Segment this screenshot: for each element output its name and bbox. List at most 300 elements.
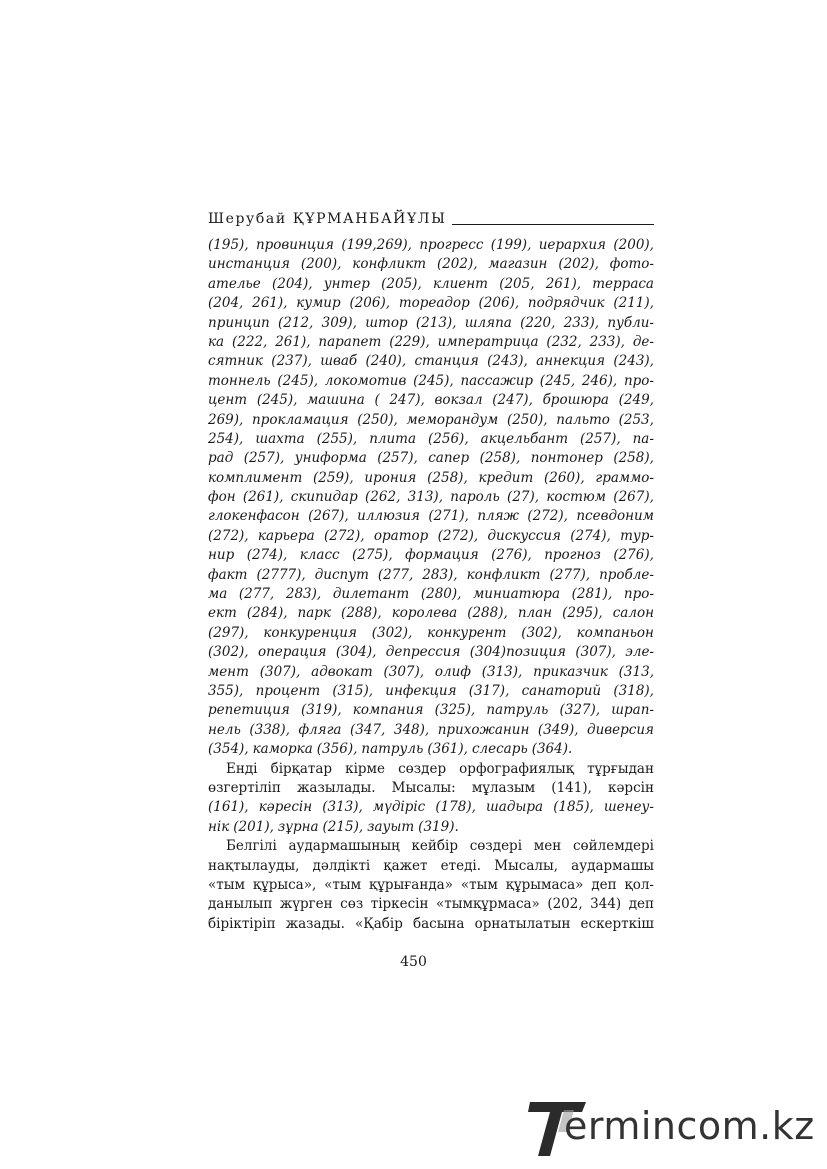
word: (215), <box>322 818 364 835</box>
word: (240), <box>365 353 407 370</box>
word: клиент <box>432 275 488 292</box>
word: пляж <box>477 508 519 525</box>
text-line <box>208 740 654 759</box>
word: (317), <box>468 682 510 699</box>
word: пальто <box>556 411 610 428</box>
text-line <box>208 682 654 701</box>
word: (245), <box>413 372 454 389</box>
text-line <box>208 411 654 430</box>
word: (201), <box>233 818 274 835</box>
word: (361), <box>427 741 468 758</box>
word: локомотив <box>324 372 407 389</box>
word: басына <box>412 915 465 932</box>
word: репетиция <box>208 702 290 719</box>
word: шенеу- <box>603 799 654 816</box>
word: 355), <box>208 682 244 699</box>
word: парк <box>297 605 331 622</box>
word: (274), <box>570 527 611 544</box>
word: ка <box>208 333 225 350</box>
word: пробле- <box>599 566 654 583</box>
word: 254), <box>208 430 244 447</box>
word: (307), <box>575 644 616 661</box>
word: миниатюра <box>473 586 560 603</box>
text-line <box>208 857 654 876</box>
word: акцельбант <box>480 430 569 447</box>
text-line <box>208 527 654 546</box>
word: (213), <box>415 314 457 331</box>
word: план <box>517 605 553 622</box>
word: (245, <box>539 372 576 389</box>
word: шахта <box>255 430 305 447</box>
word: рад <box>208 450 234 467</box>
word: конфликт <box>352 256 427 273</box>
word: 313), <box>407 489 443 506</box>
word: (319), <box>301 702 342 719</box>
word: Енді <box>226 760 258 777</box>
word: мент <box>208 663 249 680</box>
word: граммо- <box>595 469 654 486</box>
word: кредит <box>478 469 534 486</box>
body-text <box>208 236 654 934</box>
word: «тым <box>460 876 498 893</box>
word: машина <box>307 392 365 409</box>
word: құрығанда» <box>369 876 453 893</box>
word: (277, <box>238 586 275 603</box>
word: (272), <box>527 508 568 525</box>
word: (274), <box>246 547 288 564</box>
text-line <box>208 798 654 817</box>
word: орфографиялық <box>459 760 574 777</box>
word: унтер <box>323 275 370 292</box>
word: (349), <box>537 721 579 738</box>
word: (313, <box>618 663 654 680</box>
text-line <box>208 876 654 895</box>
word: приказчик <box>533 663 608 680</box>
word: (364). <box>531 741 573 758</box>
word: сөздері <box>469 838 523 855</box>
word: құрымаса» <box>505 876 584 893</box>
word: слесарь <box>471 741 528 758</box>
word: (205), <box>381 275 422 292</box>
word: (220, <box>520 314 556 331</box>
word: зауыт <box>367 818 415 835</box>
word: кәрсін <box>608 779 654 796</box>
word: (258), <box>613 450 654 467</box>
word: иерархия <box>538 237 606 253</box>
text-line <box>208 663 654 682</box>
word: ма <box>208 586 228 603</box>
word: (257), <box>377 450 418 467</box>
word: 261), <box>275 333 311 350</box>
word: (253, <box>618 411 654 428</box>
word: брошюра <box>542 392 609 409</box>
word: компания <box>352 702 424 719</box>
word: (356), <box>316 741 358 758</box>
text-line <box>208 604 654 623</box>
word: (204), <box>271 275 313 292</box>
word: (288), <box>467 605 508 622</box>
word: «тым <box>208 876 245 893</box>
word: мүдіріс <box>372 799 426 816</box>
word: меморандум <box>406 411 499 428</box>
word: диспут <box>314 566 369 583</box>
word: сапер <box>428 450 470 467</box>
word: кәресін <box>258 799 313 816</box>
text-line <box>208 255 654 274</box>
word: фляга <box>298 721 342 738</box>
text-line <box>208 372 654 391</box>
word: класс <box>299 547 340 564</box>
logo-text-visual: ermincom.kz <box>564 1104 815 1148</box>
word: (338), <box>249 721 290 738</box>
text-line <box>208 701 654 720</box>
logo-text <box>564 1104 815 1148</box>
word: депрессия <box>385 644 461 661</box>
word: ескерткіш <box>580 915 654 932</box>
word: (245), <box>277 372 318 389</box>
word: (212, <box>278 314 314 331</box>
word: (260), <box>544 469 585 486</box>
word: кейбір <box>411 838 458 855</box>
word: эле- <box>625 644 654 661</box>
word: (327), <box>559 702 601 719</box>
word: (199,269), <box>341 237 412 253</box>
word: императрица <box>437 333 539 350</box>
word: сятник <box>208 353 263 370</box>
word: глокенфасон <box>208 508 300 525</box>
word: (237), <box>271 353 312 370</box>
word: (185), <box>553 799 594 816</box>
word: етеді. <box>440 857 482 874</box>
word: дискуссия <box>487 527 561 544</box>
word: (304), <box>335 644 377 661</box>
word: 233), <box>589 333 625 350</box>
text-line <box>208 449 654 468</box>
word: санаторий <box>521 682 602 699</box>
word: операция <box>257 644 327 661</box>
word: (271), <box>428 508 469 525</box>
word: (250), <box>506 411 548 428</box>
word: аудармашының <box>288 838 400 855</box>
word: тұрғыдан <box>587 760 654 777</box>
word: деп <box>628 896 654 913</box>
word: компаньон <box>576 624 654 641</box>
word: деп <box>591 876 617 893</box>
word: «тым <box>324 876 362 893</box>
word: қажет <box>383 857 428 874</box>
text-line <box>208 760 654 779</box>
word: (319). <box>418 818 459 835</box>
word: диверсия <box>587 721 654 738</box>
word: 261), <box>545 275 582 292</box>
word: (250), <box>357 411 398 428</box>
word: (262, <box>365 489 401 506</box>
word: про- <box>623 586 654 603</box>
text-line <box>208 430 654 449</box>
word: костюм <box>546 489 606 506</box>
word: про- <box>623 372 654 389</box>
word: (141), <box>551 779 592 796</box>
word: тореадор <box>398 295 470 312</box>
word: мен <box>533 838 562 855</box>
word: 309), <box>321 314 357 331</box>
word: (200), <box>300 256 342 273</box>
text-line <box>208 236 654 255</box>
word: (302), <box>521 624 562 641</box>
word: Белгілі <box>226 838 277 855</box>
word: конкуренция <box>263 624 357 641</box>
word: униформа <box>294 450 367 467</box>
word: құрыса», <box>252 876 317 893</box>
word: аудармашы <box>571 857 654 874</box>
word: (272), <box>437 527 479 544</box>
word: (257), <box>580 430 621 447</box>
word: тур- <box>620 527 654 544</box>
word: (354), <box>208 741 249 758</box>
text-line <box>208 333 654 352</box>
word: нель <box>208 721 241 738</box>
word: (307), <box>383 663 425 680</box>
word: бірқатар <box>270 760 333 777</box>
word: жүрген <box>279 896 333 913</box>
text-line <box>208 779 654 798</box>
word: терраса <box>592 275 654 292</box>
text-line <box>208 585 654 604</box>
word: «Қабір <box>355 915 403 932</box>
word: 247), <box>389 392 425 409</box>
word: орнатылатын <box>474 915 571 932</box>
word: карьера <box>257 527 315 544</box>
word: патруль <box>486 702 549 719</box>
text-line <box>208 275 654 294</box>
word: (304)позиция <box>469 644 566 661</box>
word: (178), <box>435 799 476 816</box>
running-header <box>208 210 654 228</box>
word: (307), <box>259 663 301 680</box>
header-rule <box>452 224 654 225</box>
word: (256), <box>428 430 469 447</box>
word: (27), <box>507 489 540 506</box>
word: 269), <box>208 411 244 428</box>
text-line <box>208 546 654 565</box>
word: тоннель <box>208 372 271 389</box>
word: (281), <box>571 586 613 603</box>
word: (255), <box>316 430 358 447</box>
text-line <box>208 566 654 585</box>
word: оратор <box>373 527 429 544</box>
text-line <box>208 643 654 662</box>
word: королева <box>391 605 458 622</box>
word: (195), <box>208 237 249 253</box>
word: (202), <box>436 256 478 273</box>
word: процент <box>255 682 321 699</box>
word: (347, <box>350 721 386 738</box>
word: нақтылауды, <box>208 857 300 874</box>
word: инстанция <box>208 256 290 273</box>
word: (258), <box>427 469 468 486</box>
word: шваб <box>320 353 358 370</box>
word: понтонер <box>530 450 603 467</box>
word: жазады. <box>285 915 345 932</box>
word: сөздер <box>398 760 447 777</box>
word: публи- <box>607 314 654 331</box>
word: кірме <box>345 760 386 777</box>
word: аннекция <box>536 353 606 370</box>
word: (315), <box>332 682 373 699</box>
word: вокзал <box>434 392 483 409</box>
word: (202, <box>547 896 583 913</box>
word: фон <box>208 489 236 506</box>
word: (257), <box>243 450 285 467</box>
text-line <box>208 818 654 837</box>
word: (318), <box>613 682 654 699</box>
word: (200), <box>613 237 654 253</box>
word: дәлдікті <box>312 857 371 874</box>
word: (243), <box>487 353 528 370</box>
word: псевдоним <box>576 508 654 525</box>
word: станция <box>414 353 479 370</box>
word: сөз <box>340 896 364 913</box>
word: өзгертіліп <box>208 779 281 796</box>
word: плита <box>369 430 417 447</box>
word: 283), <box>422 566 458 583</box>
word: (267), <box>613 489 654 506</box>
word: факт <box>208 566 248 583</box>
word: (276), <box>613 547 654 564</box>
word: (284), <box>246 605 288 622</box>
word: комплимент <box>208 469 303 486</box>
word: (313), <box>481 663 523 680</box>
word: ект <box>208 605 237 622</box>
text-line <box>208 837 654 856</box>
termincom-logo[interactable] <box>528 1098 813 1158</box>
word: (232, <box>546 333 582 350</box>
word: мұлазым <box>471 779 536 796</box>
text-line <box>208 352 654 371</box>
header-author: Шерубай ҚҰРМАНБАЙҰЛЫ <box>208 211 447 227</box>
word: ( <box>374 392 380 409</box>
word: (206), <box>478 295 520 312</box>
word: 261), <box>252 295 288 312</box>
word: (258), <box>479 450 521 467</box>
word: штор <box>365 314 408 331</box>
word: зұрна <box>277 818 319 835</box>
word: (272), <box>208 527 249 544</box>
word: прогресс <box>419 237 484 253</box>
word: біріктіріп <box>208 915 276 932</box>
word: (204, <box>208 295 244 312</box>
page-number: 450 <box>400 954 427 970</box>
word: ирония <box>364 469 417 486</box>
word: прихожанин <box>437 721 530 738</box>
word: конфликт <box>466 566 541 583</box>
word: (199), <box>490 237 532 253</box>
word: (243), <box>613 353 654 370</box>
word: (206), <box>349 295 391 312</box>
text-line <box>208 314 654 333</box>
word: (211), <box>613 295 654 312</box>
word: шрап- <box>611 702 654 719</box>
word: (272), <box>323 527 365 544</box>
word: (313), <box>322 799 363 816</box>
word: де- <box>632 333 654 350</box>
word: 348), <box>393 721 430 738</box>
word: принцип <box>208 314 270 331</box>
word: (302), <box>208 644 249 661</box>
word: прогноз <box>544 547 601 564</box>
word: 246), <box>581 372 618 389</box>
word: (288), <box>341 605 382 622</box>
word: провинция <box>255 237 334 253</box>
word: Мысалы: <box>391 779 456 796</box>
word: (277), <box>549 566 591 583</box>
text-line <box>208 294 654 313</box>
word: (302), <box>371 624 413 641</box>
word: шадыра <box>486 799 544 816</box>
word: 344) <box>590 896 622 913</box>
word: «тымқұрмаса» <box>435 896 540 913</box>
word: қол- <box>624 876 654 893</box>
word: цент <box>208 392 248 409</box>
word: (247), <box>492 392 533 409</box>
word: (205, <box>499 275 535 292</box>
word: (276), <box>491 547 532 564</box>
word: (202), <box>558 256 599 273</box>
text-line <box>208 469 654 488</box>
text-line <box>208 895 654 914</box>
word: подрядчик <box>527 295 605 312</box>
word: (222, <box>232 333 268 350</box>
word: прокламация <box>252 411 349 428</box>
word: (267), <box>308 508 349 525</box>
word: (325), <box>434 702 476 719</box>
word: формация <box>405 547 479 564</box>
word: (2777), <box>256 566 306 583</box>
word: нир <box>208 547 235 564</box>
word: инфекция <box>385 682 457 699</box>
word: олиф <box>434 663 471 680</box>
word: (261), <box>242 489 284 506</box>
text-line <box>208 488 654 507</box>
word: (280), <box>420 586 462 603</box>
word: шляпа <box>464 314 512 331</box>
text-line <box>208 507 654 526</box>
word: 283), <box>285 586 322 603</box>
word: жазылады. <box>296 779 376 796</box>
word: (295), <box>562 605 603 622</box>
word: фото- <box>609 256 654 273</box>
word: каморка <box>252 741 313 758</box>
word: дилетант <box>332 586 410 603</box>
word: кумир <box>296 295 341 312</box>
word: (161), <box>208 799 249 816</box>
word: (277, <box>377 566 414 583</box>
word: патруль <box>361 741 424 758</box>
word: (275), <box>352 547 393 564</box>
word: пароль <box>450 489 500 506</box>
word: 233), <box>563 314 600 331</box>
word: парапет <box>318 333 382 350</box>
word: данылып <box>208 896 273 913</box>
word: пассажир <box>460 372 534 389</box>
word: Мысалы, <box>494 857 558 874</box>
word: сөйлемдері <box>572 838 654 855</box>
text-line <box>208 624 654 643</box>
word: конкурент <box>427 624 507 641</box>
word: па- <box>632 430 654 447</box>
word: иллюзия <box>357 508 420 525</box>
word: (249, <box>618 392 654 409</box>
